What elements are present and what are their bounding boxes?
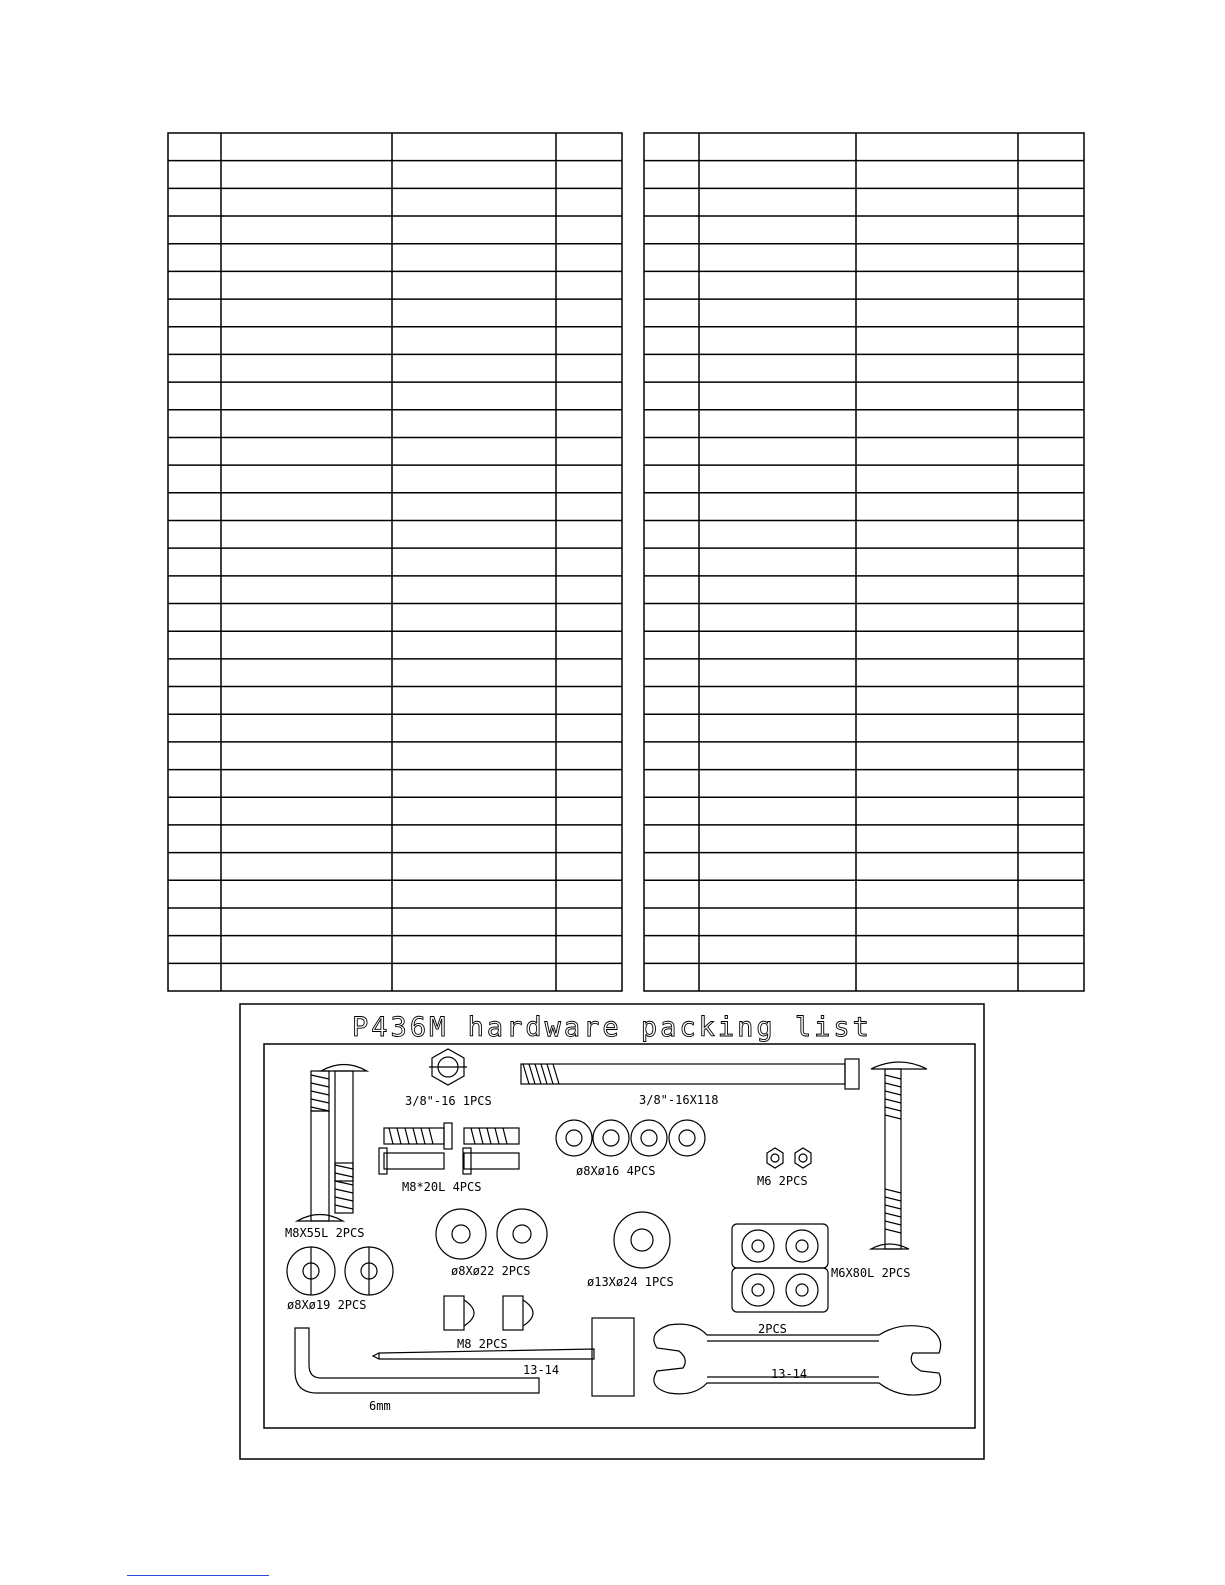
label-pad: 2PCS: [758, 1322, 787, 1336]
label-m8x20l: M8*20L 4PCS: [402, 1180, 482, 1194]
label-washer-13x24: ø13Xø24 1PCS: [587, 1275, 674, 1289]
label-washer-8x16: ø8Xø16 4PCS: [576, 1164, 656, 1178]
page-footer-rule: [127, 1575, 269, 1576]
label-m6x80l: M6X80L 2PCS: [831, 1266, 911, 1280]
parts-table-right: [643, 132, 1085, 992]
packing-list-title: P436M hardware packing list: [352, 1012, 872, 1043]
label-washer-8x22: ø8Xø22 2PCS: [451, 1264, 531, 1278]
label-open-wrench: 13-14: [771, 1367, 808, 1381]
label-cap-nut-m8: M8 2PCS: [457, 1337, 508, 1351]
parts-table-left: [167, 132, 623, 992]
label-t-wrench: 13-14: [523, 1363, 560, 1377]
label-nut-3-8: 3/8"-16 1PCS: [405, 1094, 492, 1108]
hardware-packing-list: [239, 1003, 985, 1460]
label-washer-8x19: ø8Xø19 2PCS: [287, 1298, 367, 1312]
label-allen-key: 6mm: [369, 1399, 391, 1413]
label-m8x55l: M8X55L 2PCS: [285, 1226, 365, 1240]
label-nut-m6: M6 2PCS: [757, 1174, 808, 1188]
label-bolt-3-8: 3/8"-16X118: [639, 1093, 719, 1107]
